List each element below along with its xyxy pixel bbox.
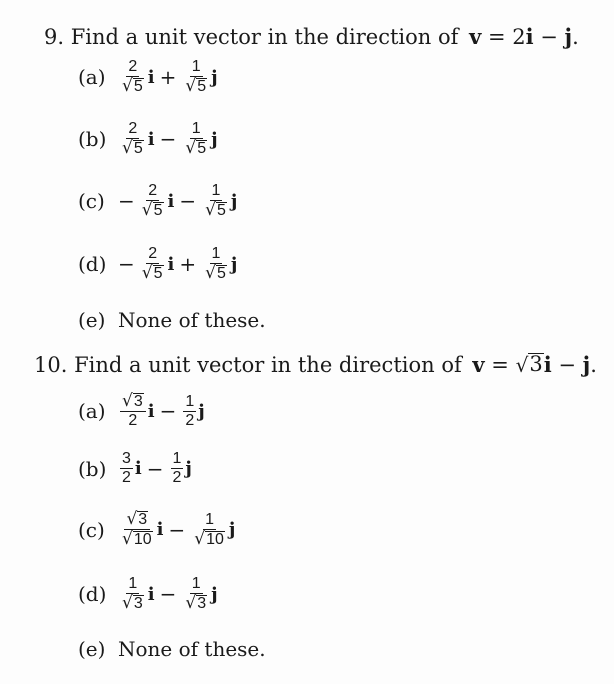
option-expression: $\frac{3}{2}$ i − $\frac{1}{2}$ j xyxy=(122,450,192,486)
option-label: (a) xyxy=(78,65,106,89)
q10-option-a[interactable] xyxy=(78,392,205,430)
option-expression: 2 √ 5 i − 1 √ 5 j xyxy=(122,120,218,158)
question-number: 9. xyxy=(44,25,65,49)
q10-option-b[interactable] xyxy=(78,450,192,487)
option-expression: 2 √ 5 i + 1 √ 5 j xyxy=(122,58,218,96)
question-vector: v = √ 3 i − j. xyxy=(472,352,597,377)
option-expression: None of these. xyxy=(118,308,266,332)
q9-option-d[interactable] xyxy=(78,245,237,283)
option-expression: − 2 √ 5 i + 1 √ 5 j xyxy=(118,245,238,283)
q9-option-b[interactable] xyxy=(78,120,218,158)
option-label: (c) xyxy=(78,517,105,542)
option-expression: √ 3 √ 10 i − 1 √ 10 j xyxy=(122,509,236,549)
option-label: (d) xyxy=(78,252,107,276)
option-label: (e) xyxy=(78,308,106,332)
question-number: 10. xyxy=(34,353,68,377)
q9-option-c[interactable] xyxy=(78,182,237,220)
question-9 xyxy=(44,24,579,49)
option-expression: 1 √ 3 i − 1 √ 3 j xyxy=(122,575,218,613)
option-label: (e) xyxy=(78,637,106,661)
q9-option-a[interactable] xyxy=(78,58,218,96)
option-label: (d) xyxy=(78,582,107,606)
option-label: (a) xyxy=(78,399,106,423)
question-10 xyxy=(34,352,597,377)
q10-option-e[interactable] xyxy=(78,637,266,661)
q10-option-c[interactable] xyxy=(78,510,235,549)
option-label: (b) xyxy=(78,127,107,151)
q9-option-e[interactable] xyxy=(78,308,266,332)
option-expression: − 2 √ 5 i − 1 √ 5 j xyxy=(118,182,238,220)
question-vector: v = 2i − j. xyxy=(469,24,579,49)
option-expression: √ 3 2 i − $\frac{1}{2}$ j xyxy=(122,391,205,429)
option-expression: None of these. xyxy=(118,637,266,661)
option-label: (b) xyxy=(78,456,107,481)
question-text: Find a unit vector in the direction of xyxy=(74,353,462,377)
q10-option-d[interactable] xyxy=(78,575,218,613)
question-text: Find a unit vector in the direction of xyxy=(70,25,459,49)
option-label: (c) xyxy=(78,189,105,213)
